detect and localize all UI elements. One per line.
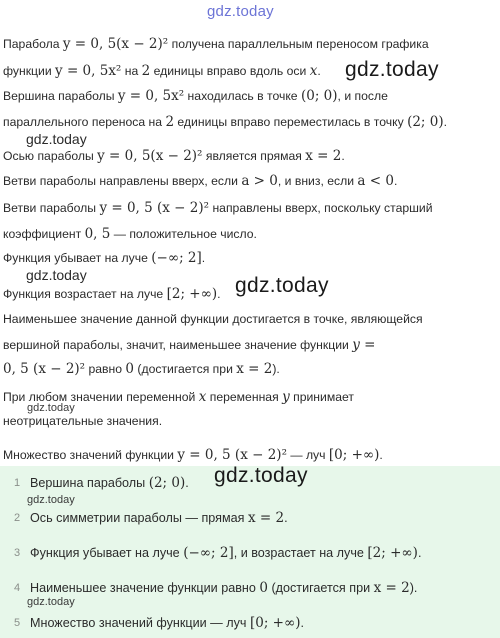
watermark: gdz.today	[26, 267, 87, 283]
text-line-12: вершиной параболы, значит, наименьшее значение функции y =	[3, 337, 376, 353]
answer-number: 1	[13, 477, 21, 489]
text-line-6: Ветви параболы направлены вверх, если a > 0, и вниз, если a < 0.	[3, 173, 398, 189]
text-line-8: коэффициент 0, 5 — положительное число.	[3, 226, 257, 242]
text-line-3: Вершина параболы y = 0, 5x² находилась в точке (0; 0), и после	[3, 88, 388, 104]
watermark: gdz.today	[27, 596, 75, 608]
answer-box	[0, 466, 500, 638]
watermark-top: gdz.today	[207, 3, 274, 20]
answer-number: 2	[13, 512, 21, 524]
text-line-10: Функция возрастает на луче [2; +∞).	[3, 286, 221, 302]
answer-item	[0, 543, 500, 563]
text-line-4: параллельного переноса на 2 единицы вправо переместилась в точку (2; 0).	[3, 114, 448, 130]
answer-number: 3	[13, 547, 21, 559]
answer-item	[0, 508, 500, 528]
watermark: gdz.today	[235, 274, 329, 297]
text-line-9: Функция убывает на луче (−∞; 2].	[3, 250, 206, 266]
watermark: gdz.today	[214, 464, 308, 487]
text-line-15: неотрицательные значения.	[3, 414, 163, 428]
text-line-2: функции y = 0, 5x² на 2 единицы вправо вдоль оси x.	[3, 63, 321, 79]
answer-item	[0, 578, 500, 598]
watermark: gdz.today	[345, 58, 439, 81]
answer-item	[0, 613, 500, 633]
watermark: gdz.today	[27, 494, 75, 506]
text-line-11: Наименьшее значение данной функции достигается в точке, являющейся	[3, 312, 423, 326]
answer-text: Функция убывает на луче (−∞; 2], и возрастает на луче [2; +∞).	[30, 545, 422, 561]
text-line-7: Ветви параболы y = 0, 5 (x − 2)² направлены вверх, поскольку старший	[3, 200, 433, 216]
text-line-16: Множество значений функции y = 0, 5 (x − 2)² — луч [0; +∞).	[3, 447, 383, 463]
text-line-13: 0, 5 (x − 2)² равно 0 (достигается при x = 2).	[3, 361, 280, 377]
answer-number: 5	[13, 617, 21, 629]
answer-number: 4	[13, 582, 21, 594]
watermark: gdz.today	[26, 131, 87, 147]
answer-text: Вершина параболы (2; 0).	[30, 475, 189, 491]
answer-text: Ось симметрии параболы — прямая x = 2.	[30, 510, 288, 526]
text-line-1: Парабола y = 0, 5(x − 2)² получена параллельным переносом графика	[3, 36, 429, 52]
text-line-14: При любом значении переменной x переменная y принимает	[3, 389, 354, 405]
text-line-5: Осью параболы y = 0, 5(x − 2)² является прямая x = 2.	[3, 148, 345, 164]
watermark: gdz.today	[27, 402, 75, 414]
answer-text: Наименьшее значение функции равно 0 (достигается при x = 2).	[30, 580, 418, 596]
answer-text: Множество значений функции — луч [0; +∞).	[30, 615, 304, 631]
